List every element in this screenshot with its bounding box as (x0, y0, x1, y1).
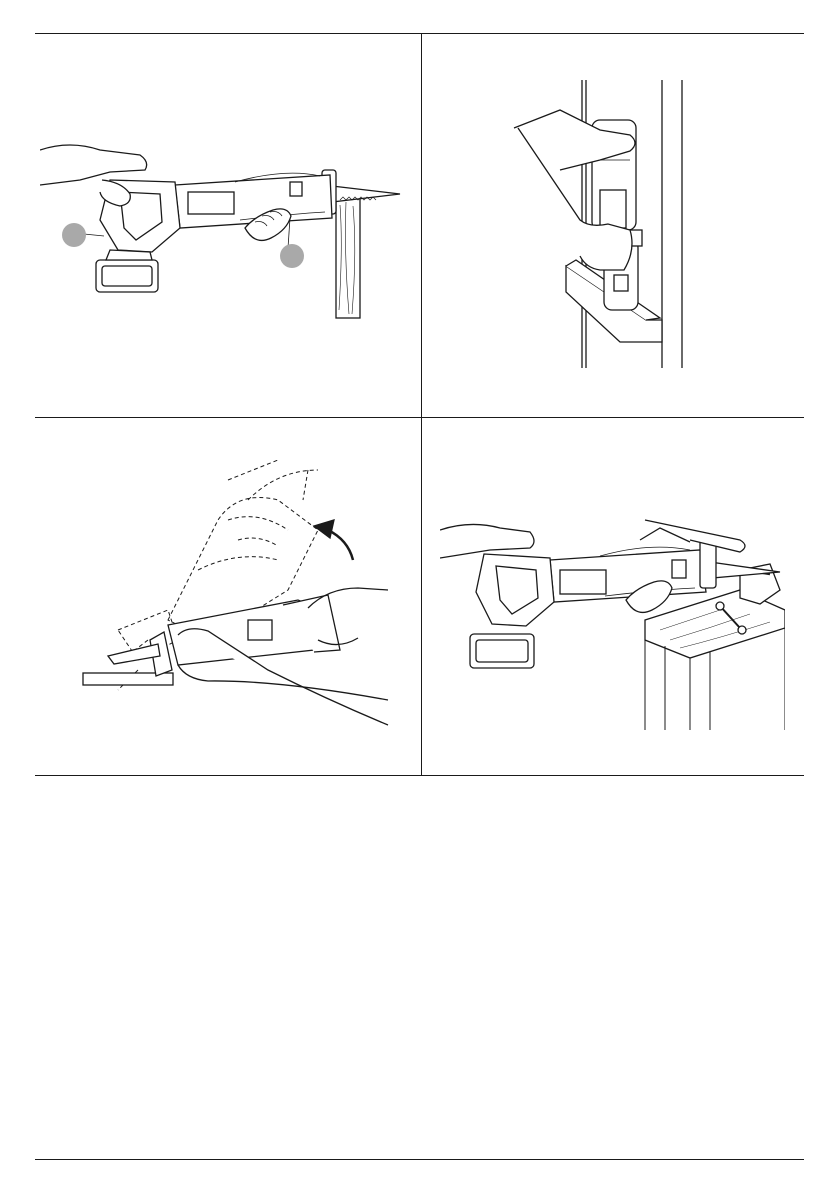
figure-saw-cutting-post (40, 110, 410, 330)
lower-rule (35, 775, 804, 776)
callout-circle-2 (280, 244, 304, 268)
top-rule (35, 33, 804, 34)
figure-flush-cut-wall (500, 80, 700, 370)
figure-vise-cut (440, 480, 785, 735)
vertical-divider (421, 33, 422, 776)
figure-plunge-cut (78, 460, 393, 740)
middle-rule (35, 417, 804, 418)
callout-circle-1 (62, 223, 86, 247)
bottom-rule (35, 1159, 804, 1160)
